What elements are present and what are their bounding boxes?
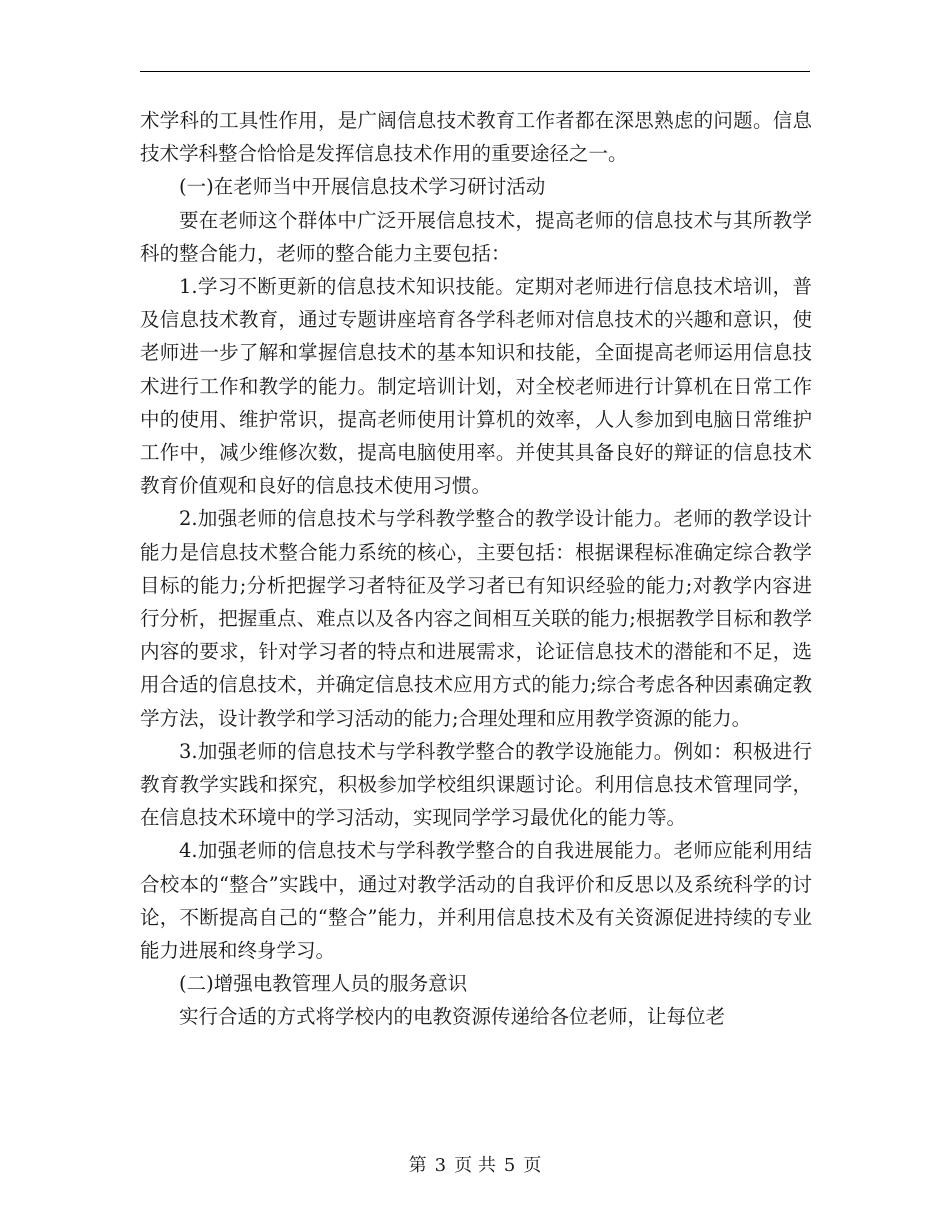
document-body bbox=[140, 104, 812, 1034]
section-heading-1: (一)在老师当中开展信息技术学习研讨活动 bbox=[179, 175, 546, 199]
footer-middle: 页 共 bbox=[454, 1155, 496, 1176]
footer-page-number: 3 bbox=[434, 1155, 447, 1176]
paragraph-intro-continued: 术学科的工具性作用，是广阔信息技术教育工作者都在深思熟虑的问题。信息技术学科整合恰恰是发挥信息技术作用的重要途径之一。 bbox=[140, 109, 812, 166]
footer-page-total: 5 bbox=[503, 1155, 516, 1176]
footer-prefix: 第 bbox=[408, 1155, 427, 1176]
paragraph-teacher-abilities: 要在老师这个群体中广泛开展信息技术，提高老师的信息技术与其所教学科的整合能力，老师的整合能力主要包括： bbox=[140, 208, 812, 265]
header-rule bbox=[140, 71, 810, 72]
footer-suffix: 页 bbox=[523, 1155, 542, 1176]
paragraph-item-2: 2.加强老师的信息技术与学科教学整合的教学设计能力。老师的教学设计能力是信息技术整合能力系统的核心，主要包括：根据课程标准确定综合教学目标的能力;分析把握学习者特征及学习者已有知识经验的能力;对教学内容进行分析，把握重点、难点以及各内容之间相互关联的能力;根据教学目标和教学内容的要求，针对学习者的特点和进展需求，论证信息技术的潜能和不足，选用合适的信息技术，并确定信息技术应用方式的能力;综合考虑各种因素确定教学方法，设计教学和学习活动的能力;合理处理和应用教学资源的能力。 bbox=[140, 507, 812, 730]
paragraph-resources: 实行合适的方式将学校内的电教资源传递给各位老师，让每位老 bbox=[179, 1005, 726, 1029]
paragraph-item-1: 1.学习不断更新的信息技术知识技能。定期对老师进行信息技术培训，普及信息技术教育，通过专题讲座培育各学科老师对信息技术的兴趣和意识，使老师进一步了解和掌握信息技术的基本知识和技能，全面提高老师运用信息技术进行工作和教学的能力。制定培训计划，对全校老师进行计算机在日常工作中的使用、维护常识，提高老师使用计算机的效率，人人参加到电脑日常维护工作中，减少维修次数，提高电脑使用率。并使其具备良好的辩证的信息技术教育价值观和良好的信息技术使用习惯。 bbox=[140, 275, 812, 498]
paragraph-item-4: 4.加强老师的信息技术与学科教学整合的自我进展能力。老师应能利用结合校本的“整合”实践中，通过对教学活动的自我评价和反思以及系统科学的讨论，不断提高自己的“整合”能力，并利用信息技术及有关资源促进持续的专业能力进展和终身学习。 bbox=[140, 839, 812, 963]
section-heading-2: (二)增强电教管理人员的服务意识 bbox=[179, 972, 468, 996]
paragraph-item-3: 3.加强老师的信息技术与学科教学整合的教学设施能力。例如：积极进行教育教学实践和探究，积极参加学校组织课题讨论。利用信息技术管理同学，在信息技术环境中的学习活动，实现同学学习最优化的能力等。 bbox=[140, 739, 812, 830]
page-footer bbox=[0, 1154, 950, 1178]
